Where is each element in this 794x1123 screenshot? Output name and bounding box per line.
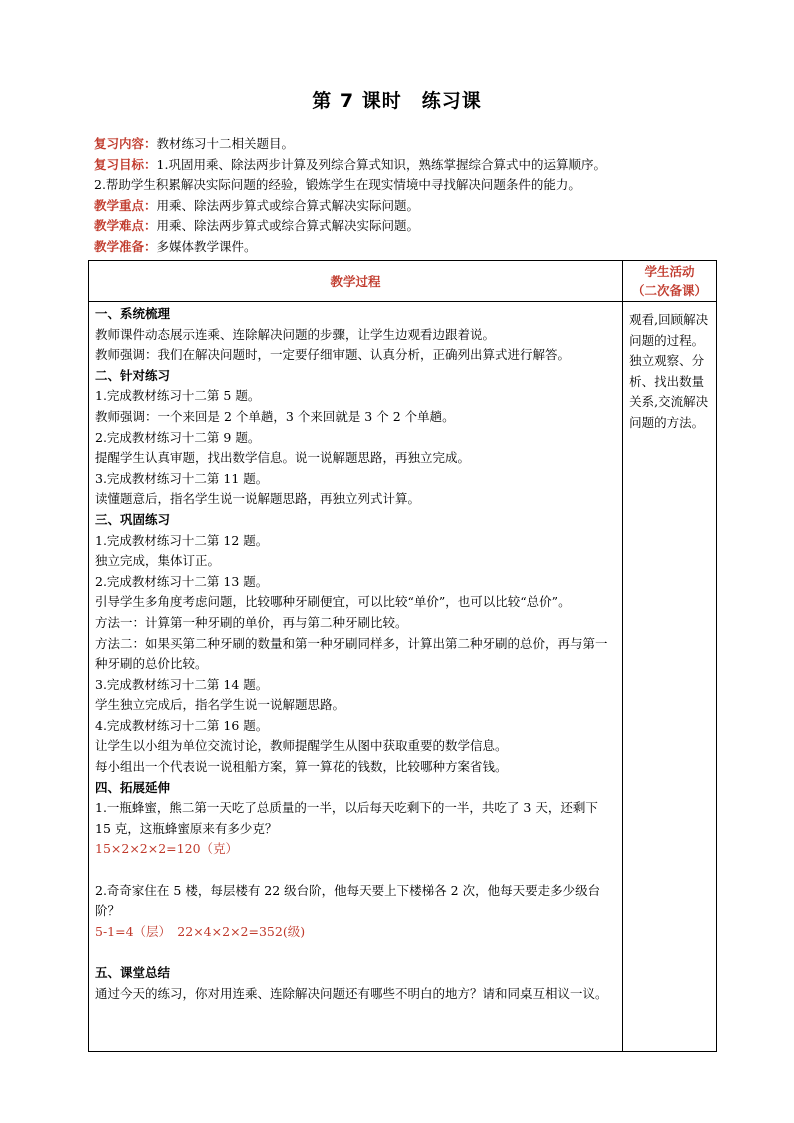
- meta-line: [94, 175, 734, 196]
- process-line: 2.奇奇家住在 5 楼，每层楼有 22 级台阶，他每天要上下楼梯各 2 次，他每天要走多少级台阶？: [95, 882, 601, 919]
- section-heading: 五、课堂总结: [95, 965, 171, 980]
- process-line: 提醒学生认真审题，找出数学信息。说一说解题思路，再独立完成。: [95, 450, 471, 466]
- meta-key: 复习内容：: [94, 136, 157, 151]
- process-line: 独立完成，集体订正。: [95, 553, 221, 569]
- meta-text: 多媒体教学课件。: [156, 238, 257, 254]
- meta-line: [94, 216, 734, 237]
- table-header-row: [89, 261, 717, 302]
- meta-text: 用乘、除法两步算式或综合算式解决实际问题。: [156, 197, 420, 213]
- meta-text: 用乘、除法两步算式或综合算式解决实际问题。: [156, 218, 420, 233]
- table-body-row: [89, 302, 717, 1052]
- meta-line: [94, 134, 734, 155]
- section-heading: 四、拓展延伸: [95, 779, 171, 795]
- student-activity-cell: [623, 302, 717, 1052]
- process-line: 教师强调：我们在解决问题时，一定要仔细审题、认真分析，正确列出算式进行解答。: [95, 347, 571, 363]
- meta-key: 复习目标：: [94, 156, 157, 172]
- process-line: 方法一：计算第一种牙刷的单价，再与第二种牙刷比较。: [95, 614, 408, 630]
- meta-key: 教学准备：: [94, 238, 157, 254]
- section-heading: 一、系统梳理: [95, 306, 171, 321]
- process-line: 4.完成教材练习十二第 16 题。: [95, 717, 269, 733]
- process-line: 引导学生多角度考虑问题，比较哪种牙刷便宜，可以比较“单价”，也可以比较“总价”。: [95, 594, 571, 610]
- student-activity-note: 观看,回顾解决问题的过程。: [629, 312, 709, 348]
- process-line: 教师课件动态展示连乘、连除解决问题的步骤，让学生边观看边跟着说。: [95, 326, 496, 342]
- meta-key: 教学难点：: [94, 218, 157, 233]
- header-teaching-process: 教学过程: [89, 261, 623, 302]
- process-line: 通过今天的练习，你对用连乘、连除解决问题还有哪些不明白的地方？请和同桌互相议一议。: [95, 985, 608, 1001]
- process-line: 每小组出一个代表说一说租船方案，算一算花的钱数，比较哪种方案省钱。: [95, 759, 508, 775]
- header-second-preparation: （二次备课）: [632, 283, 708, 298]
- meta-text: 2.帮助学生积累解决实际问题的经验，锻炼学生在现实情境中寻找解决问题条件的能力。: [94, 177, 581, 192]
- answer-line: 15×2×2×2=120（克）: [95, 841, 239, 857]
- process-line: 2.完成教材练习十二第 13 题。: [95, 573, 269, 589]
- process-line: 1.完成教材练习十二第 5 题。: [95, 388, 261, 404]
- meta-line: [94, 237, 734, 258]
- teaching-process-cell: [89, 302, 623, 1052]
- answer-line: 5-1=4（层） 22×4×2×2=352(级): [95, 923, 306, 939]
- meta-key: 教学重点：: [94, 197, 157, 213]
- meta-text: 教材练习十二相关题目。: [156, 136, 295, 151]
- page-title: 第 7 课时 练习课: [312, 90, 482, 112]
- section-heading: 二、针对练习: [95, 367, 171, 383]
- process-line: 读懂题意后，指名学生说一说解题思路，再独立列式计算。: [95, 491, 421, 507]
- section-heading: 三、巩固练习: [95, 511, 171, 527]
- lesson-meta: [94, 134, 734, 257]
- process-line: 1.一瓶蜂蜜，熊二第一天吃了总质量的一半，以后每天吃剩下的一半，共吃了 3 天，还剩下 15 克，这瓶蜂蜜原来有多少克？: [95, 800, 598, 836]
- process-line: 方法二：如果买第二种牙刷的数量和第一种牙刷同样多，计算出第二种牙刷的总价，再与第一种牙刷的总价比较。: [95, 635, 608, 672]
- header-student-activity-title: 学生活动: [644, 264, 695, 279]
- process-line: 1.完成教材练习十二第 12 题。: [95, 532, 269, 548]
- process-line: 让学生以小组为单位交流讨论，教师提醒学生从图中获取重要的数学信息。: [95, 738, 508, 754]
- meta-line: [94, 155, 734, 176]
- process-line: 2.完成教材练习十二第 9 题。: [95, 429, 261, 445]
- student-activity-note: 独立观察、分析、找出数量关系,交流解决问题的方法。: [629, 353, 709, 430]
- spacer: [95, 860, 616, 881]
- meta-text: 1.巩固用乘、除法两步计算及列综合算式知识，熟练掌握综合算式中的运算顺序。: [156, 156, 606, 172]
- header-student-activity: [623, 261, 717, 302]
- process-line: 3.完成教材练习十二第 11 题。: [95, 470, 269, 486]
- spacer: [95, 942, 616, 963]
- lesson-table: [88, 260, 717, 1052]
- meta-line: [94, 196, 734, 217]
- process-line: 教师强调：一个来回是 2 个单趟，3 个来回就是 3 个 2 个单趟。: [95, 408, 455, 424]
- process-line: 学生独立完成后，指名学生说一说解题思路。: [95, 697, 346, 713]
- process-line: 3.完成教材练习十二第 14 题。: [95, 676, 269, 692]
